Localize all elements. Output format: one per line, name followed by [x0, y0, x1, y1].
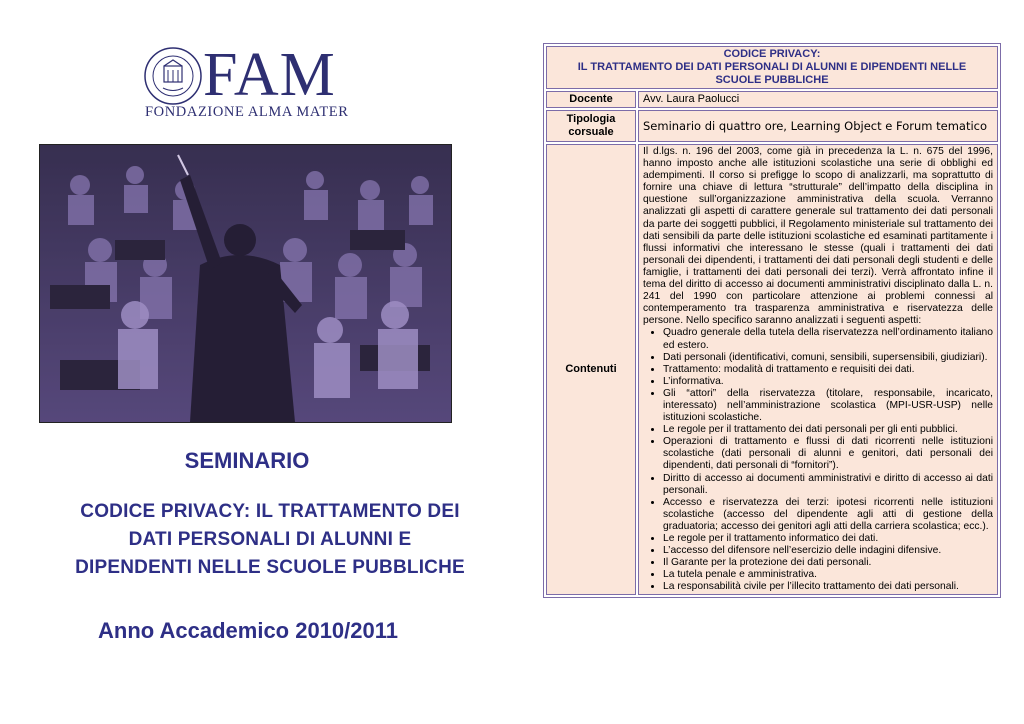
- contenuti-intro: Il d.lgs. n. 196 del 2003, come già in precedenza la L. n. 675 del 1996, hanno imposto anche alle istituzioni scolastiche una serie di obblighi ed adempimenti. Il corso si prefigge lo scopo di analizzarli, ma soprattutto di fornire una chiave di lettura “strutturale” dell’impatto della disciplina in questione sull’organizzazione amministrativa della scuola. Verranno analizzati gli aspetti di carattere generale sul trattamento dei dati personali da parte dei soggetti pubblici, il Regolamento ministeriale sul trattamento dei dati sensibili da parte delle istituzioni scolastiche ed esaminati partitamente i flussi informativi che interessano le stesse (quali i trattamenti dei dati personali dei dipendenti, i trattamenti dei dati personali degli studenti e delle famiglie, i trattamenti dei dati personali dei terzi). Verrà affrontato infine il tema del diritto di accesso ai documenti amministrativi disciplinato dalla L. n. 241 del 1990 con particolare attenzione ai problemi connessi al contemperamento tra trasparenza amministrativa e riservatezza delle persone. Nello specifico saranno analizzati i seguenti aspetti:: [643, 146, 993, 327]
- orchestra-illustration: [40, 145, 451, 422]
- list-item: • Gli “attori” della riservatezza (titolare, responsabile, incaricato, interessato) nell’amministrazione scolastica (MPI-USR-USP) nelle istituzioni scolastiche.: [663, 388, 993, 424]
- table-header: [546, 46, 998, 89]
- docente-value: Avv. Laura Paolucci: [638, 91, 998, 108]
- contenuti-label: Contenuti: [546, 144, 636, 595]
- seminar-title-line: CODICE PRIVACY: IL TRATTAMENTO DEI: [80, 501, 460, 522]
- list-item: • La responsabilità civile per l’illecito trattamento dei dati personali.: [663, 581, 993, 593]
- list-item: • Trattamento: modalità di trattamento e requisiti dei dati.: [663, 364, 993, 376]
- header-line: CODICE PRIVACY:: [723, 48, 821, 60]
- list-item: • Operazioni di trattamento e flussi di dati ricorrenti nelle istituzioni scolastiche (dati personali di alunni e genitori, dati personali dei dipendenti, dati personali di “fornitori”).: [663, 436, 993, 472]
- table-header-row: [546, 46, 998, 89]
- logo-mark: FAM: [203, 41, 336, 109]
- list-item: • La tutela penale e amministrativa.: [663, 569, 993, 581]
- list-item: • Dati personali (identificativi, comuni, sensibili, supersensibili, giudiziari).: [663, 352, 993, 364]
- contenuti-list: [643, 327, 993, 593]
- fam-logo: [143, 41, 353, 122]
- seminario-heading: SEMINARIO: [184, 448, 310, 473]
- orchestra-photo: [39, 144, 452, 423]
- header-line: SCUOLE PUBBLICHE: [715, 74, 829, 86]
- header-line: IL TRATTAMENTO DEI DATI PERSONALI DI ALUNNI E DIPENDENTI NELLE: [577, 61, 967, 73]
- tipologia-value: Seminario di quattro ore, Learning Object e Forum tematico: [638, 110, 998, 142]
- alma-mater-seal-icon: [143, 46, 203, 106]
- list-item: • Quadro generale della tutela della riservatezza nell’ordinamento italiano ed estero.: [663, 327, 993, 351]
- list-item: • Diritto di accesso ai documenti amministrativi e diritto di accesso ai dati personali.: [663, 473, 993, 497]
- list-item: • L’informativa.: [663, 376, 993, 388]
- academic-year: Anno Accademico 2010/2011: [98, 618, 399, 643]
- seminar-title-line: DATI PERSONALI DI ALUNNI E: [128, 529, 412, 550]
- logo-subtitle: FONDAZIONE ALMA MATER: [145, 104, 349, 120]
- list-item: • Le regole per il trattamento informatico dei dati.: [663, 533, 993, 545]
- list-item: • Le regole per il trattamento dei dati personali per gli enti pubblici.: [663, 424, 993, 436]
- contenuti-cell: [638, 144, 998, 595]
- list-item: • Il Garante per la protezione dei dati personali.: [663, 557, 993, 569]
- seminar-info-table: [543, 43, 1001, 598]
- seminar-title: [70, 498, 470, 582]
- seminar-title-line: DIPENDENTI NELLE SCUOLE PUBBLICHE: [75, 557, 465, 578]
- table-row: [546, 144, 998, 595]
- list-item: • L’accesso del difensore nell’esercizio delle indagini difensive.: [663, 545, 993, 557]
- tipologia-label: Tipologia corsuale: [546, 110, 636, 142]
- docente-label: Docente: [546, 91, 636, 108]
- list-item: • Accesso e riservatezza dei terzi: ipotesi ricorrenti nelle istituzioni scolastiche (accesso del dipendente agli atti di gestione della graduatoria; accesso dei genitori agli atti della carriera scolastica; ecc.).: [663, 497, 993, 533]
- table-row: [546, 110, 998, 142]
- table-row: [546, 91, 998, 108]
